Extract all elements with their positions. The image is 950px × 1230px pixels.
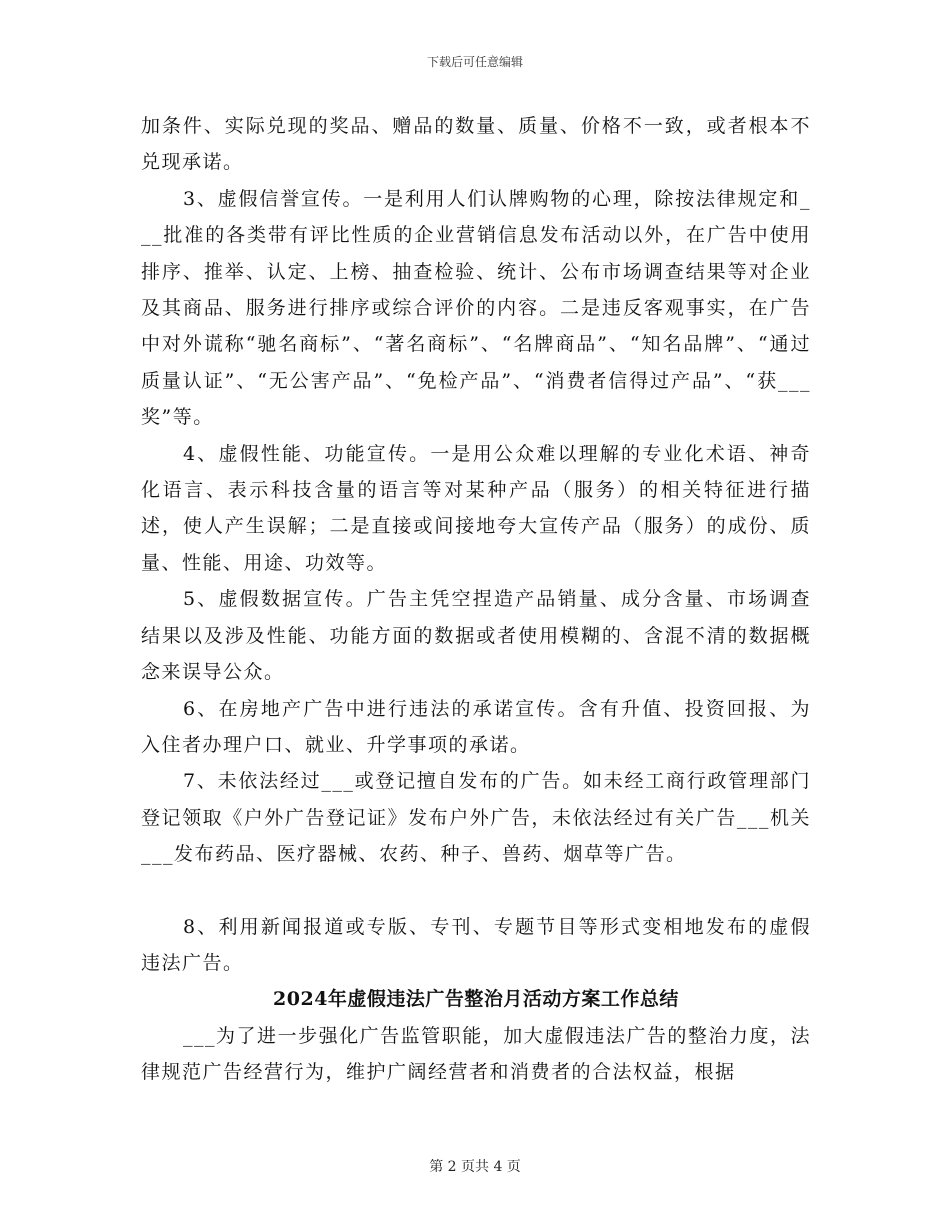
paragraph-spacer: [141, 873, 811, 909]
page-header: 下载后可任意编辑: [426, 55, 523, 69]
paragraph-item-3: 3、虚假信誉宣传。一是利用人们认牌购物的心理，除按法律规定和___批准的各类带有评比性质的企业营销信息发布活动以外，在广告中使用排序、推举、认定、上榜、抽查检验、统计、公布市场调查结果等对企业及其商品、服务进行排序或综合评价的内容。二是违反客观事实，在广告中对外谎称“驰名商标”、“著名商标”、“名牌商品”、“知名品牌”、“通过质量认证”、“无公害产品”、“免检产品”、“消费者信得过产品”、“获___奖”等。: [141, 187, 811, 429]
paragraph-item-5: 5、虚假数据宣传。广告主凭空捏造产品销量、成分含量、市场调查结果以及涉及性能、功能方面的数据或者使用模糊的、含混不清的数据概念来误导公众。: [141, 588, 811, 684]
paragraph-item-6: 6、在房地产广告中进行违法的承诺宣传。含有升值、投资回报、为入住者办理户口、就业、升学事项的承诺。: [141, 697, 811, 756]
paragraph-item-8: 8、利用新闻报道或专版、专刊、专题节目等形式变相地发布的虚假违法广告。: [141, 915, 811, 974]
paragraph-continuation: 加条件、实际兑现的奖品、赠品的数量、质量、价格不一致，或者根本不兑现承诺。: [141, 115, 811, 174]
page-number: 第 2 页共 4 页: [429, 1159, 521, 1175]
section-intro-paragraph: ___为了进一步强化广告监管职能，加大虚假违法广告的整治力度，法律规范广告经营行为，维护广阔经营者和消费者的合法权益，根据: [141, 1024, 811, 1084]
paragraph-item-7: 7、未依法经过___或登记擅自发布的广告。如未经工商行政管理部门登记领取《户外广告登记证》发布户外广告，未依法经过有关广告___机关___发布药品、医疗器械、农药、种子、兽药、烟草等广告。: [141, 770, 811, 866]
section-title: 2024年虚假违法广告整治月活动方案工作总结: [273, 988, 679, 1011]
document-body: [141, 108, 811, 1091]
paragraph-item-4: 4、虚假性能、功能宣传。一是用公众难以理解的专业化术语、神奇化语言、表示科技含量的语言等对某种产品（服务）的相关特征进行描述，使人产生误解；二是直接或间接地夸大宣传产品（服务）的成份、质量、性能、用途、功效等。: [141, 442, 811, 574]
